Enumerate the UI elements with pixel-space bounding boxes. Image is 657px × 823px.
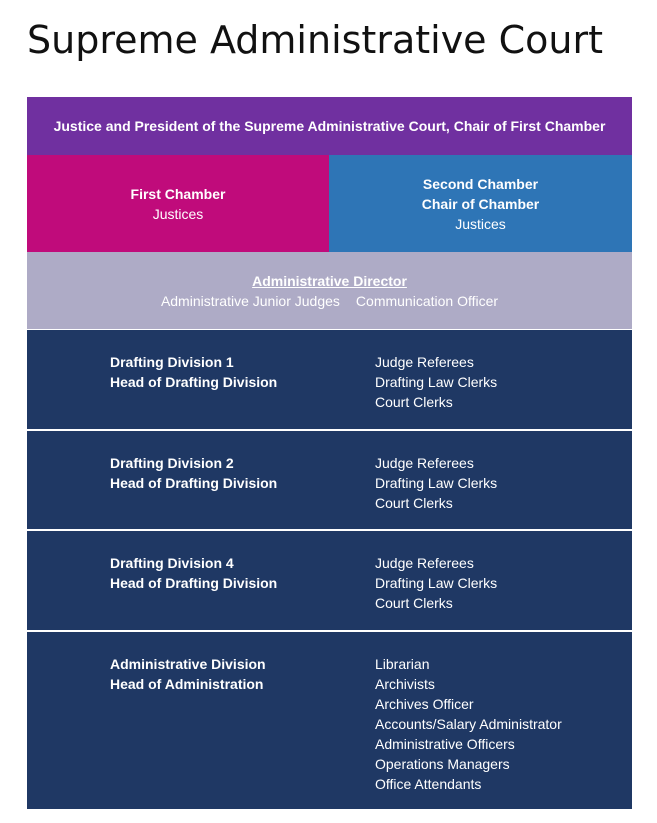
division-staff-item: Administrative Officers (375, 736, 515, 752)
administrative-director-box (27, 252, 632, 329)
division-staff-item: Judge Referees (375, 354, 474, 370)
division-name: Drafting Division 2 (110, 455, 234, 471)
division-box (27, 632, 632, 809)
first-chamber-title: First Chamber (130, 185, 226, 202)
first-chamber-box (27, 155, 329, 252)
division-staff (375, 654, 562, 794)
administrative-director-staff (153, 291, 506, 311)
division-box (27, 531, 632, 630)
division-staff-item: Operations Managers (375, 756, 510, 772)
second-chamber-chair: Chair of Chamber (421, 195, 540, 212)
president-label: Justice and President of the Supreme Administrative Court, Chair of First Chamber (53, 118, 606, 134)
first-chamber-members: Justices (152, 205, 204, 222)
administrative-director-title: Administrative Director (252, 272, 407, 289)
division-head: Head of Drafting Division (110, 374, 278, 390)
division-staff-item: Drafting Law Clerks (375, 475, 498, 491)
division-staff-item: Accounts/Salary Administrator (375, 716, 562, 732)
division-box (27, 330, 632, 429)
division-staff-item: Judge Referees (375, 555, 474, 571)
division-staff-item: Office Attendants (375, 776, 482, 792)
division-heading (110, 352, 277, 392)
division-staff-item: Court Clerks (375, 595, 453, 611)
division-heading (110, 453, 277, 493)
division-name: Drafting Division 1 (110, 354, 234, 370)
division-staff-item: Judge Referees (375, 455, 474, 471)
president-box (27, 97, 632, 155)
division-head: Head of Drafting Division (110, 475, 278, 491)
division-staff (375, 352, 497, 412)
administrative-director-staff-item: Communication Officer (355, 292, 499, 309)
division-head: Head of Drafting Division (110, 575, 278, 591)
second-chamber-box (329, 155, 632, 252)
division-heading (110, 553, 277, 593)
division-staff-item: Court Clerks (375, 495, 453, 511)
second-chamber-members: Justices (455, 215, 506, 232)
division-head: Head of Administration (110, 676, 264, 692)
division-staff-item: Court Clerks (375, 394, 453, 410)
division-heading (110, 654, 266, 694)
division-name: Administrative Division (110, 656, 266, 672)
division-staff-item: Archives Officer (375, 696, 474, 712)
division-box (27, 431, 632, 529)
division-staff-item: Drafting Law Clerks (375, 374, 498, 390)
division-staff (375, 453, 497, 513)
division-staff-item: Librarian (375, 656, 430, 672)
second-chamber-title: Second Chamber (422, 175, 539, 192)
page-title: Supreme Administrative Court (27, 18, 604, 62)
division-staff (375, 553, 497, 613)
division-name: Drafting Division 4 (110, 555, 234, 571)
division-staff-item: Drafting Law Clerks (375, 575, 498, 591)
administrative-director-staff-item: Administrative Junior Judges (160, 292, 340, 309)
division-staff-item: Archivists (375, 676, 435, 692)
